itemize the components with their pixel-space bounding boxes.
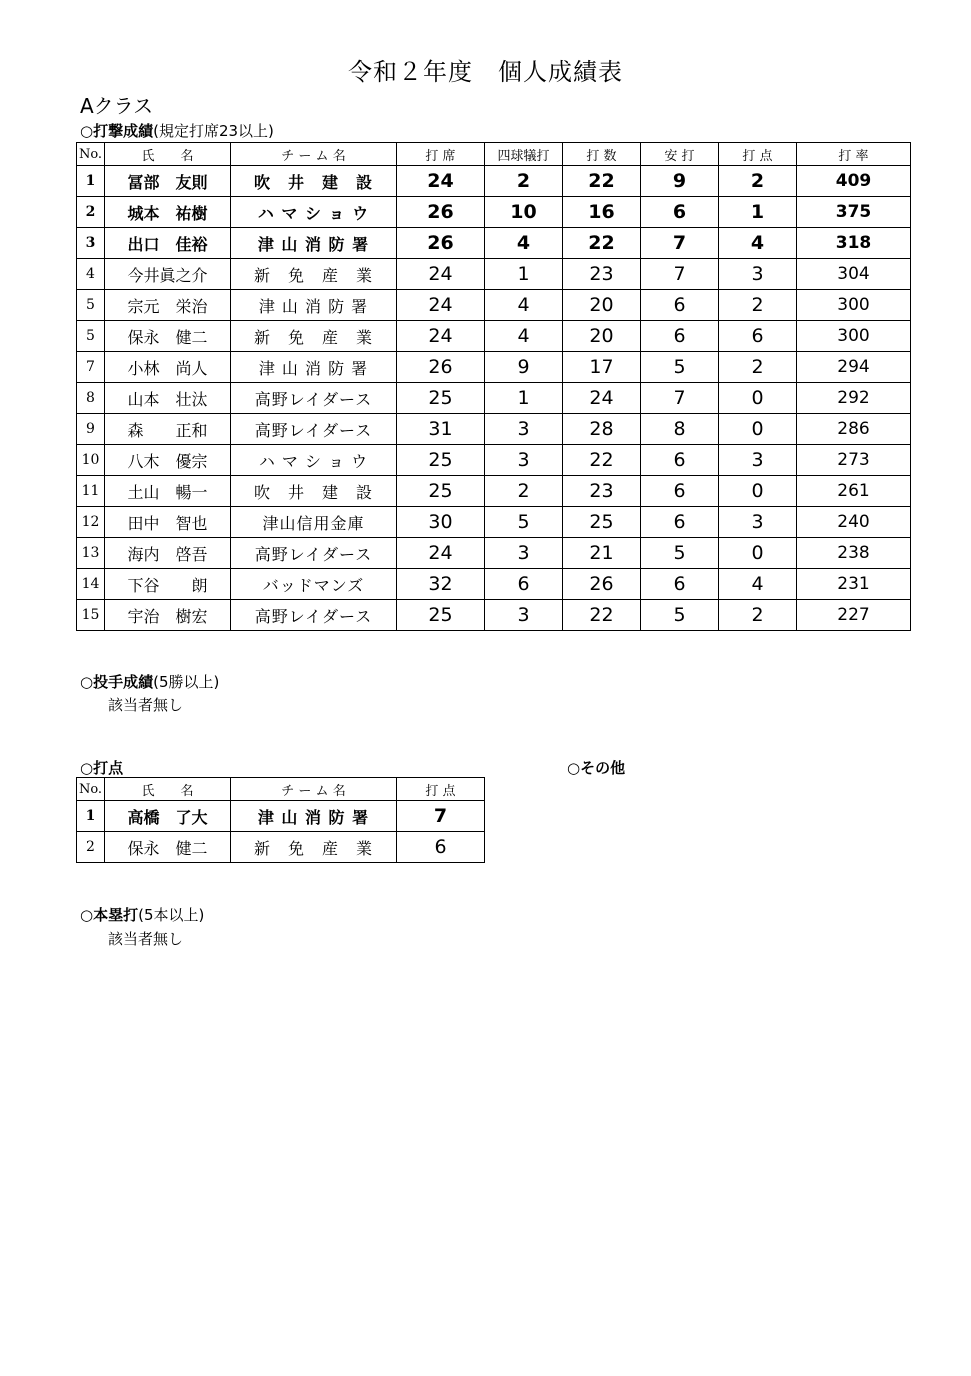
rbi-col-header-no: No. [77, 778, 105, 801]
cell-bb: 10 [485, 197, 563, 228]
cell-avg: 273 [797, 445, 911, 476]
batting-heading-title: ○打撃成績 [80, 122, 154, 140]
table-row [77, 538, 911, 569]
cell-pa: 24 [397, 166, 485, 197]
batting-heading [80, 120, 274, 141]
cell-name: 田中 智也 [105, 507, 231, 538]
cell-avg: 261 [797, 476, 911, 507]
cell-team: 津 山 消 防 署 [231, 290, 397, 321]
cell-hits: 6 [641, 507, 719, 538]
cell-rbi: 3 [719, 507, 797, 538]
cell-hits: 6 [641, 290, 719, 321]
cell-ab: 28 [563, 414, 641, 445]
cell-bb: 3 [485, 414, 563, 445]
page-title: 令和２年度 個人成績表 [348, 58, 623, 86]
col-header-ab: 打 数 [563, 143, 641, 166]
table-row [77, 290, 911, 321]
col-header-no: No. [77, 143, 105, 166]
cell-pa: 24 [397, 321, 485, 352]
cell-bb: 6 [485, 569, 563, 600]
cell-no: 1 [77, 166, 105, 197]
cell-hits: 8 [641, 414, 719, 445]
cell-hits: 6 [641, 197, 719, 228]
cell-name: 保永 健二 [105, 832, 231, 863]
cell-bb: 3 [485, 445, 563, 476]
cell-ab: 25 [563, 507, 641, 538]
cell-rbi: 6 [397, 832, 485, 863]
cell-rbi: 3 [719, 445, 797, 476]
cell-pa: 25 [397, 445, 485, 476]
cell-ab: 22 [563, 166, 641, 197]
cell-rbi: 4 [719, 228, 797, 259]
cell-pa: 24 [397, 538, 485, 569]
cell-hits: 6 [641, 569, 719, 600]
cell-rbi: 3 [719, 259, 797, 290]
cell-team: バッドマンズ [231, 569, 397, 600]
cell-avg: 238 [797, 538, 911, 569]
cell-rbi: 0 [719, 476, 797, 507]
homerun-heading-note: (5本以上) [138, 906, 205, 924]
cell-team: 高野レイダース [231, 414, 397, 445]
cell-avg: 300 [797, 321, 911, 352]
cell-no: 12 [77, 507, 105, 538]
homerun-note: 該当者無し [108, 930, 184, 948]
cell-ab: 20 [563, 290, 641, 321]
cell-bb: 1 [485, 383, 563, 414]
table-row [77, 197, 911, 228]
batting-header-row [77, 143, 911, 166]
cell-ab: 22 [563, 228, 641, 259]
col-header-hits: 安 打 [641, 143, 719, 166]
cell-rbi: 7 [397, 801, 485, 832]
cell-ab: 24 [563, 383, 641, 414]
rbi-heading-title: ○打点 [80, 759, 124, 777]
batting-heading-note: (規定打席23以上) [153, 122, 274, 140]
cell-no: 15 [77, 600, 105, 631]
cell-team: ハ マ シ ョ ウ [231, 197, 397, 228]
rbi-col-header-team: チ ー ム 名 [231, 778, 397, 801]
cell-name: 山本 壮汰 [105, 383, 231, 414]
cell-no: 2 [77, 832, 105, 863]
cell-team: ハ マ シ ョ ウ [231, 445, 397, 476]
cell-team: 津 山 消 防 署 [231, 352, 397, 383]
cell-ab: 21 [563, 538, 641, 569]
rbi-header-row [77, 778, 485, 801]
table-row [77, 259, 911, 290]
cell-bb: 4 [485, 290, 563, 321]
cell-rbi: 2 [719, 166, 797, 197]
cell-pa: 32 [397, 569, 485, 600]
col-header-rbi: 打 点 [719, 143, 797, 166]
cell-name: 森 正和 [105, 414, 231, 445]
cell-avg: 292 [797, 383, 911, 414]
cell-name: 城本 祐樹 [105, 197, 231, 228]
cell-avg: 231 [797, 569, 911, 600]
cell-no: 9 [77, 414, 105, 445]
cell-bb: 9 [485, 352, 563, 383]
cell-name: 今井眞之介 [105, 259, 231, 290]
cell-name: 下谷 朗 [105, 569, 231, 600]
col-header-avg: 打 率 [797, 143, 911, 166]
cell-team: 高野レイダース [231, 538, 397, 569]
col-header-name: 氏 名 [105, 143, 231, 166]
cell-bb: 3 [485, 538, 563, 569]
table-row [77, 321, 911, 352]
cell-avg: 294 [797, 352, 911, 383]
cell-pa: 26 [397, 352, 485, 383]
cell-avg: 304 [797, 259, 911, 290]
cell-hits: 7 [641, 228, 719, 259]
cell-no: 7 [77, 352, 105, 383]
table-row [77, 801, 485, 832]
cell-bb: 5 [485, 507, 563, 538]
class-label: Aクラス [80, 94, 154, 118]
cell-ab: 26 [563, 569, 641, 600]
cell-name: 小林 尚人 [105, 352, 231, 383]
cell-ab: 22 [563, 600, 641, 631]
cell-avg: 318 [797, 228, 911, 259]
cell-no: 5 [77, 321, 105, 352]
cell-no: 13 [77, 538, 105, 569]
table-row [77, 445, 911, 476]
cell-bb: 4 [485, 321, 563, 352]
homerun-heading [80, 904, 204, 925]
cell-name: 保永 健二 [105, 321, 231, 352]
rbi-col-header-name: 氏 名 [105, 778, 231, 801]
cell-pa: 25 [397, 600, 485, 631]
cell-ab: 20 [563, 321, 641, 352]
cell-hits: 6 [641, 476, 719, 507]
table-row [77, 476, 911, 507]
cell-team: 津 山 消 防 署 [231, 801, 397, 832]
cell-pa: 24 [397, 290, 485, 321]
cell-ab: 23 [563, 476, 641, 507]
table-row [77, 352, 911, 383]
cell-bb: 2 [485, 166, 563, 197]
cell-team: 新 免 産 業 [231, 259, 397, 290]
cell-pa: 25 [397, 383, 485, 414]
cell-rbi: 2 [719, 290, 797, 321]
table-row [77, 166, 911, 197]
cell-pa: 26 [397, 228, 485, 259]
table-row [77, 569, 911, 600]
cell-no: 2 [77, 197, 105, 228]
col-header-bb: 四球犠打 [485, 143, 563, 166]
table-row [77, 228, 911, 259]
rbi-col-header-rbi: 打 点 [397, 778, 485, 801]
cell-name: 出口 佳裕 [105, 228, 231, 259]
cell-ab: 16 [563, 197, 641, 228]
cell-team: 高野レイダース [231, 383, 397, 414]
cell-name: 冨部 友則 [105, 166, 231, 197]
batting-table [76, 142, 911, 631]
cell-hits: 5 [641, 538, 719, 569]
cell-avg: 300 [797, 290, 911, 321]
cell-bb: 2 [485, 476, 563, 507]
other-heading-title: ○その他 [567, 759, 626, 777]
cell-hits: 7 [641, 383, 719, 414]
cell-no: 14 [77, 569, 105, 600]
cell-avg: 375 [797, 197, 911, 228]
cell-avg: 240 [797, 507, 911, 538]
pitching-heading [80, 671, 219, 692]
pitching-note: 該当者無し [108, 696, 184, 714]
cell-name: 土山 暢一 [105, 476, 231, 507]
col-header-team: チ ー ム 名 [231, 143, 397, 166]
cell-no: 10 [77, 445, 105, 476]
cell-no: 4 [77, 259, 105, 290]
cell-team: 新 免 産 業 [231, 832, 397, 863]
cell-hits: 7 [641, 259, 719, 290]
cell-rbi: 2 [719, 600, 797, 631]
cell-team: 新 免 産 業 [231, 321, 397, 352]
cell-pa: 31 [397, 414, 485, 445]
cell-hits: 6 [641, 321, 719, 352]
cell-name: 宇治 樹宏 [105, 600, 231, 631]
pitching-heading-note: (5勝以上) [153, 673, 220, 691]
cell-rbi: 2 [719, 352, 797, 383]
cell-hits: 9 [641, 166, 719, 197]
cell-team: 高野レイダース [231, 600, 397, 631]
cell-avg: 409 [797, 166, 911, 197]
cell-no: 11 [77, 476, 105, 507]
cell-team: 津山信用金庫 [231, 507, 397, 538]
cell-bb: 4 [485, 228, 563, 259]
table-row [77, 383, 911, 414]
cell-rbi: 0 [719, 383, 797, 414]
cell-no: 5 [77, 290, 105, 321]
table-row [77, 832, 485, 863]
cell-ab: 17 [563, 352, 641, 383]
cell-name: 高橋 了大 [105, 801, 231, 832]
cell-rbi: 0 [719, 538, 797, 569]
cell-bb: 3 [485, 600, 563, 631]
cell-hits: 5 [641, 600, 719, 631]
cell-hits: 6 [641, 445, 719, 476]
cell-name: 八木 優宗 [105, 445, 231, 476]
cell-rbi: 1 [719, 197, 797, 228]
cell-no: 8 [77, 383, 105, 414]
cell-pa: 25 [397, 476, 485, 507]
cell-pa: 26 [397, 197, 485, 228]
cell-no: 3 [77, 228, 105, 259]
rbi-heading [80, 757, 123, 778]
cell-avg: 286 [797, 414, 911, 445]
table-row [77, 507, 911, 538]
cell-team: 津 山 消 防 署 [231, 228, 397, 259]
homerun-heading-title: ○本塁打 [80, 906, 139, 924]
cell-bb: 1 [485, 259, 563, 290]
cell-pa: 24 [397, 259, 485, 290]
cell-name: 宗元 栄治 [105, 290, 231, 321]
cell-team: 吹 井 建 設 [231, 476, 397, 507]
cell-pa: 30 [397, 507, 485, 538]
table-row [77, 414, 911, 445]
cell-no: 1 [77, 801, 105, 832]
cell-name: 海内 啓吾 [105, 538, 231, 569]
rbi-table [76, 777, 485, 863]
cell-rbi: 0 [719, 414, 797, 445]
pitching-heading-title: ○投手成績 [80, 673, 154, 691]
col-header-pa: 打 席 [397, 143, 485, 166]
cell-rbi: 4 [719, 569, 797, 600]
cell-avg: 227 [797, 600, 911, 631]
cell-team: 吹 井 建 設 [231, 166, 397, 197]
table-row [77, 600, 911, 631]
other-heading [567, 757, 625, 778]
cell-ab: 22 [563, 445, 641, 476]
cell-rbi: 6 [719, 321, 797, 352]
cell-ab: 23 [563, 259, 641, 290]
cell-hits: 5 [641, 352, 719, 383]
